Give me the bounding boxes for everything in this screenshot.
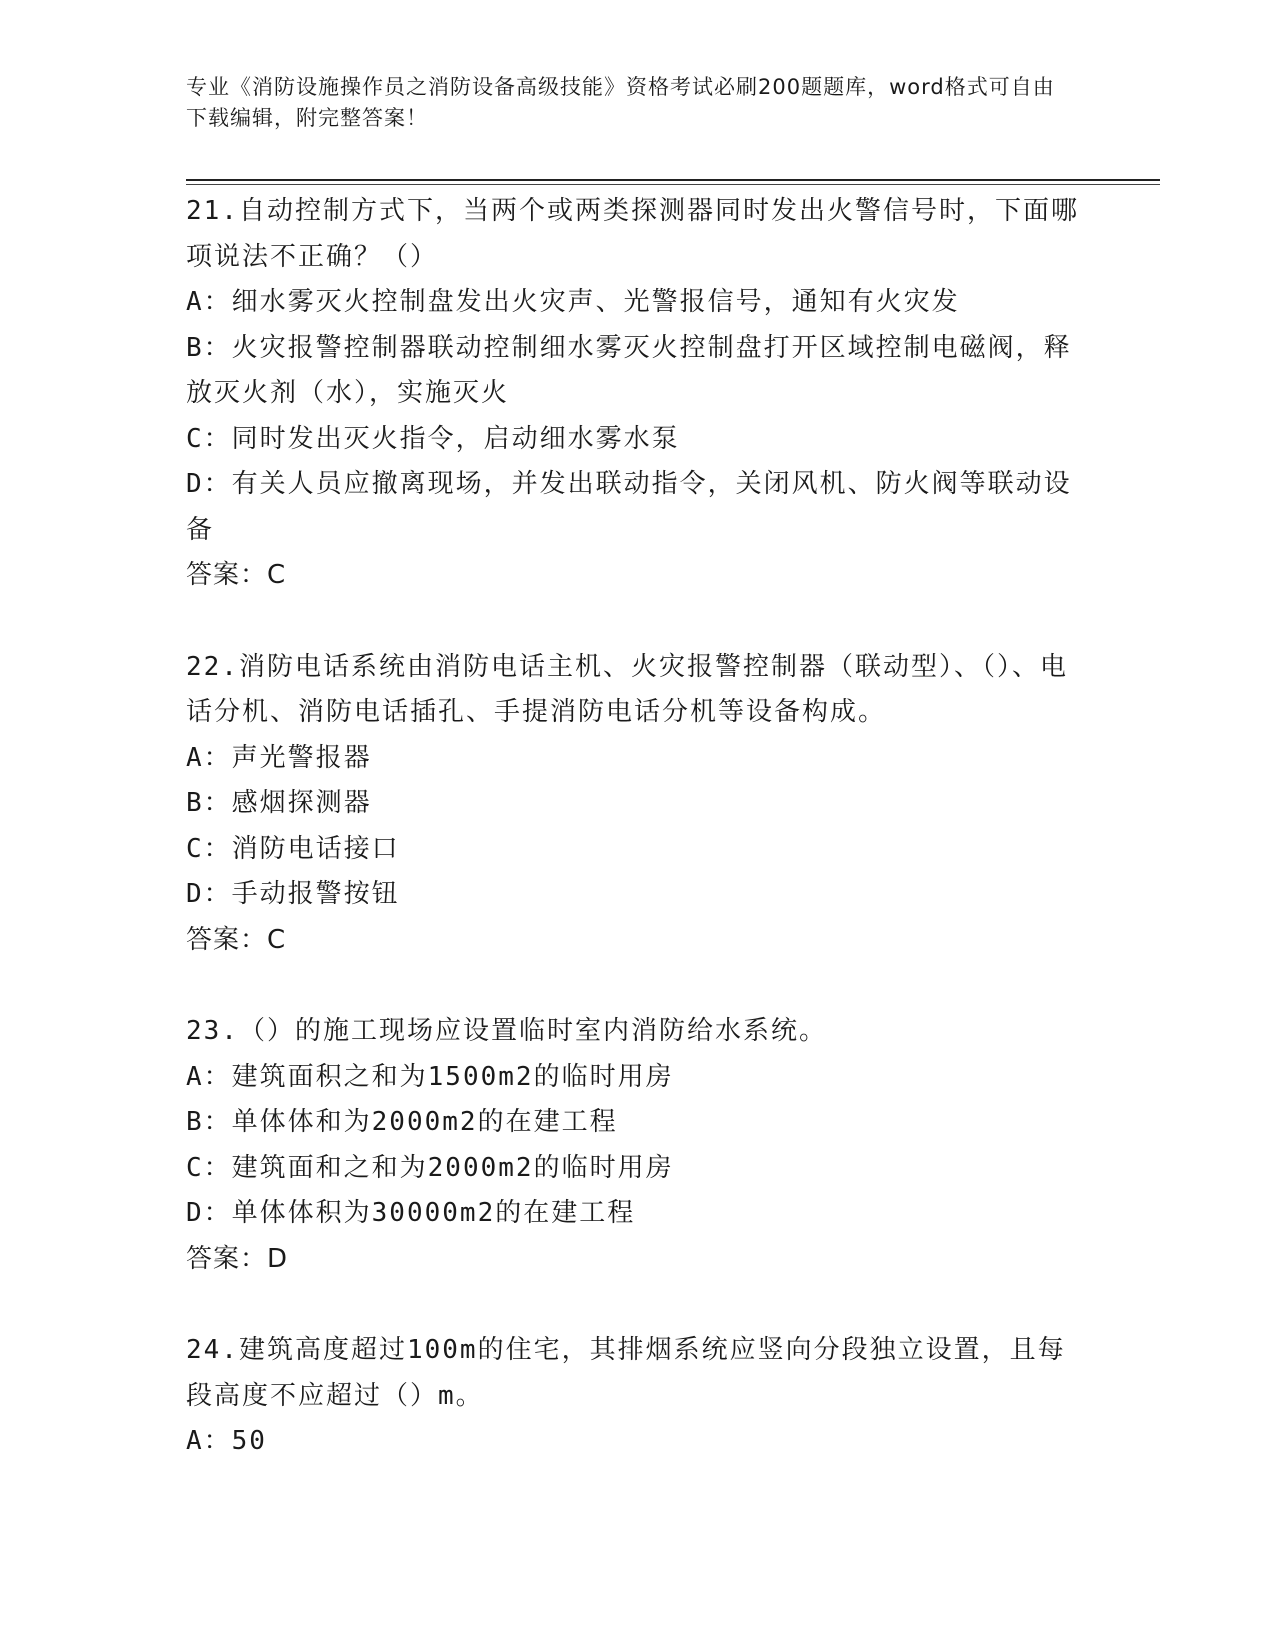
question-21 bbox=[186, 189, 1081, 599]
question-stem: 22.消防电话系统由消防电话主机、火灾报警控制器（联动型）、（）、电话分机、消防电话插孔、手提消防电话分机等设备构成。 bbox=[186, 651, 1068, 727]
option-a: A：细水雾灭火控制盘发出火灾声、光警报信号，通知有火灾发 bbox=[186, 287, 960, 317]
answer: 答案：D bbox=[186, 1243, 289, 1274]
option-b: B：火灾报警控制器联动控制细水雾灭火控制盘打开区域控制电磁阀，释放灭火剂（水），实施灭火 bbox=[186, 332, 1072, 408]
answer: 答案：C bbox=[186, 924, 287, 955]
option-c: C：建筑面和之和为2000m2的临时用房 bbox=[186, 1152, 674, 1183]
header-divider-thick bbox=[186, 179, 1160, 181]
option-d: D：有关人员应撤离现场，并发出联动指令，关闭风机、防火阀等联动设备 bbox=[186, 469, 1072, 545]
question-stem: 24.建筑高度超过100m的住宅，其排烟系统应竖向分段独立设置，且每段高度不应超过（）m。 bbox=[186, 1335, 1066, 1411]
document-header: 专业《消防设施操作员之消防设备高级技能》资格考试必刷200题题库，word格式可自由下载编辑，附完整答案！ bbox=[186, 75, 1055, 130]
option-c: C：同时发出灭火指令，启动细水雾水泵 bbox=[186, 423, 680, 454]
question-stem: 23.（）的施工现场应设置临时室内消防给水系统。 bbox=[186, 1016, 827, 1046]
question-24 bbox=[186, 1328, 1081, 1465]
option-d: D：单体体积为30000m2的在建工程 bbox=[186, 1198, 636, 1228]
option-c: C：消防电话接口 bbox=[186, 833, 400, 864]
question-list bbox=[186, 189, 1081, 1465]
option-b: B：单体体和为2000m2的在建工程 bbox=[186, 1107, 618, 1137]
question-22 bbox=[186, 645, 1081, 964]
option-a: A：50 bbox=[186, 1426, 267, 1456]
option-a: A：建筑面积之和为1500m2的临时用房 bbox=[186, 1061, 674, 1092]
option-a: A：声光警报器 bbox=[186, 742, 372, 773]
header-divider-thin bbox=[186, 184, 1160, 185]
option-b: B：感烟探测器 bbox=[186, 788, 372, 818]
question-stem: 21.自动控制方式下，当两个或两类探测器同时发出火警信号时，下面哪项说法不正确？（） bbox=[186, 196, 1079, 272]
question-23 bbox=[186, 1009, 1081, 1282]
option-d: D：手动报警按钮 bbox=[186, 879, 400, 909]
answer: 答案：C bbox=[186, 560, 287, 590]
